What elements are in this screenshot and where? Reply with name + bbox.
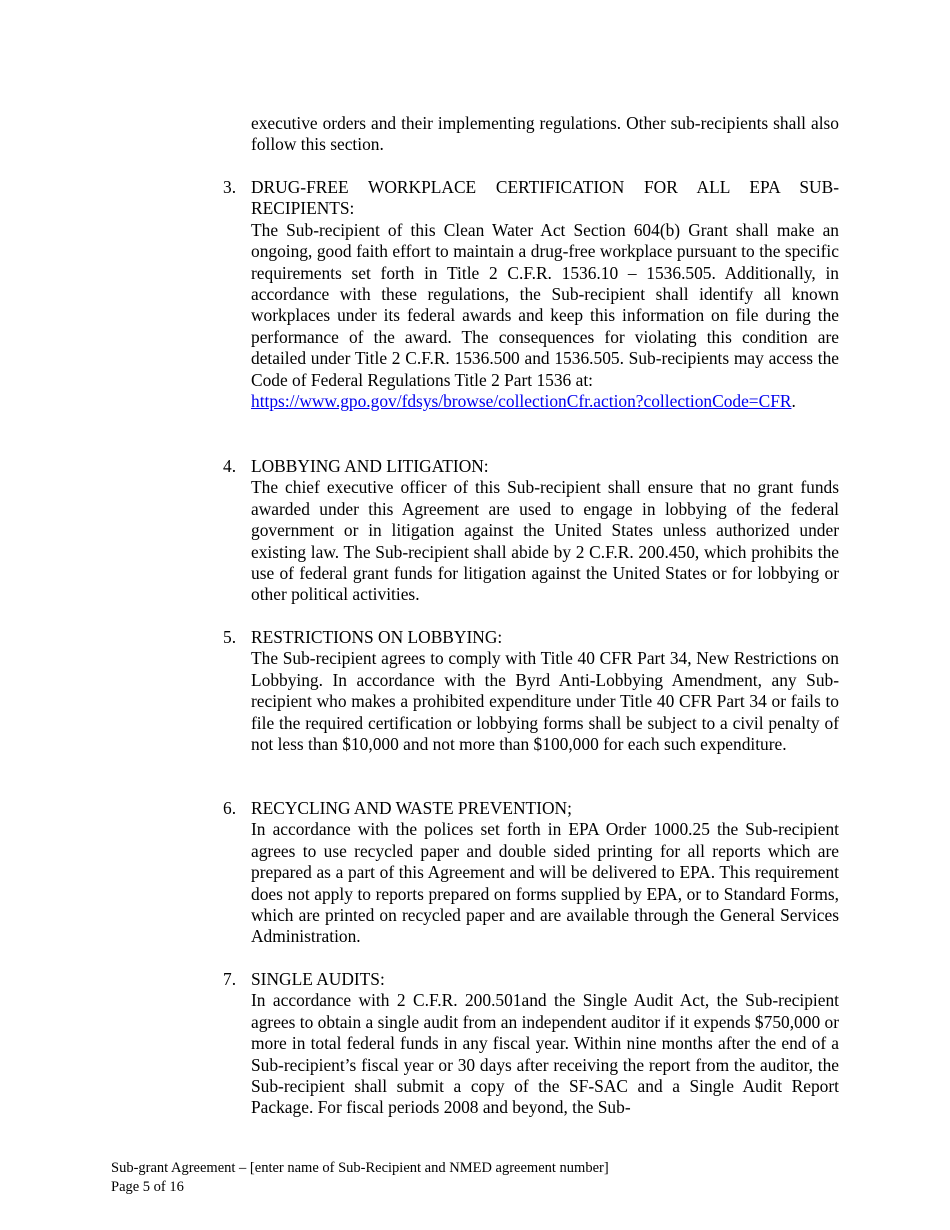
- footer-agreement-title: Sub-grant Agreement – [enter name of Sub-Recipient and NMED agreement number]: [111, 1160, 609, 1176]
- section-body: In accordance with the polices set forth in EPA Order 1000.25 the Sub-recipient agrees to use recycled paper and double sided printing for all reports which are prepared as a part of this Agreement and will be delivered to EPA. This requirement does not apply to reports prepared on forms supplied by EPA, or to Standard Forms, which are printed on recycled paper and are available through the General Services Administration.: [251, 819, 839, 947]
- section-body: In accordance with 2 C.F.R. 200.501and the Single Audit Act, the Sub-recipient agrees to obtain a single audit from an independent auditor if it expends $750,000 or more in total federal funds in any fiscal year. Within nine months after the end of a Sub-recipient’s fiscal year or 30 days after receiving the report from the auditor, the Sub-recipient shall submit a copy of the SF-SAC and a Single Audit Report Package. For fiscal periods 2008 and beyond, the Sub-: [251, 990, 839, 1118]
- section-heading: RECYCLING AND WASTE PREVENTION;: [251, 798, 572, 818]
- section-lobbying-litigation: [223, 456, 839, 606]
- section-heading: LOBBYING AND LITIGATION:: [251, 456, 489, 476]
- link-suffix: .: [791, 391, 796, 412]
- footer-page-number: Page 5 of 16: [111, 1179, 184, 1195]
- section-body: The Sub-recipient agrees to comply with Title 40 CFR Part 34, New Restrictions on Lobbying. In accordance with the Byrd Anti-Lobbying Amendment, any Sub-recipient who makes a prohibited expenditure under Title 40 CFR Part 34 or fails to file the required certification or lobbying forms shall be subject to a civil penalty of not less than $10,000 and not more than $100,000 for each such expenditure.: [251, 648, 839, 755]
- section-drug-free-workplace: [223, 177, 839, 412]
- section-recycling: [223, 798, 839, 948]
- section-body: The chief executive officer of this Sub-recipient shall ensure that no grant funds awarded under this Agreement are used to engage in lobbying of the federal government or in litigation against the United States unless authorized under existing law. The Sub-recipient shall abide by 2 C.F.R. 200.450, which prohibits the use of federal grant funds for litigation against the United States or for lobbying or other political activities.: [251, 477, 839, 605]
- section-number: 3.: [223, 177, 237, 197]
- section-single-audits: [223, 969, 839, 1119]
- cfr-link[interactable]: https://www.gpo.gov/fdsys/browse/collectionCfr.action?collectionCode=CFR: [251, 391, 792, 412]
- intro-paragraph: executive orders and their implementing regulations. Other sub-recipients shall also follow this section.: [251, 113, 839, 155]
- page-footer: [111, 1159, 609, 1197]
- section-heading: DRUG-FREE WORKPLACE CERTIFICATION FOR ALL EPA SUB-RECIPIENTS:: [251, 177, 839, 219]
- section-number: 7.: [223, 969, 237, 989]
- section-number: 4.: [223, 456, 237, 476]
- section-restrictions-lobbying: [223, 627, 839, 755]
- section-heading: SINGLE AUDITS:: [251, 969, 385, 989]
- section-number: 6.: [223, 798, 237, 818]
- section-heading: RESTRICTIONS ON LOBBYING:: [251, 627, 503, 647]
- section-body: The Sub-recipient of this Clean Water Act Section 604(b) Grant shall make an ongoing, good faith effort to maintain a drug-free workplace pursuant to the specific requirements set forth in Title 2 C.F.R. 1536.10 – 1536.505. Additionally, in accordance with these regulations, the Sub-recipient shall identify all known workplaces under its federal awards and keep this information on file during the performance of the award. The consequences for violating this condition are detailed under Title 2 C.F.R. 1536.500 and 1536.505. Sub-recipients may access the Code of Federal Regulations Title 2 Part 1536 at:: [251, 219, 839, 390]
- section-number: 5.: [223, 627, 237, 647]
